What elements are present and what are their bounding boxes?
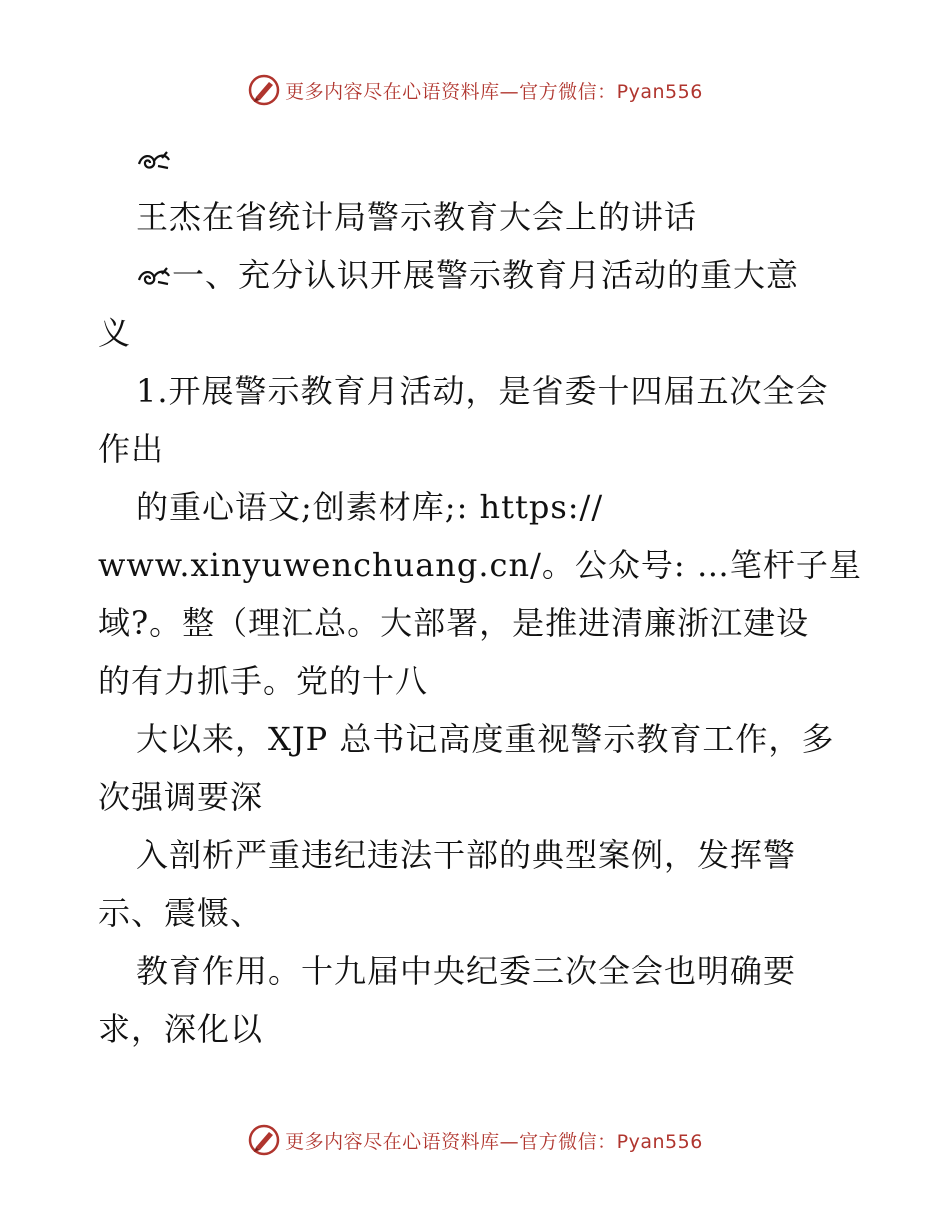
text-line: 大以来，XJP 总书记高度重视警示教育工作，多 (136, 720, 835, 758)
text-line: 域?。整（理汇总。大部署，是推进清廉浙江建设 (98, 604, 810, 642)
ornament-line (98, 130, 858, 188)
footer-banner (0, 1120, 950, 1160)
header-banner (0, 70, 950, 110)
document-body (98, 130, 862, 1058)
header-banner-text: 更多内容尽在心语资料库—官方微信：Pyan556 (285, 80, 703, 103)
section-heading: 一、充分认识开展警示教育月活动的重大意 (172, 256, 800, 294)
flourish-icon (136, 148, 172, 176)
text-line: 的有力抓手。党的十八 (98, 662, 429, 700)
pen-logo-icon (247, 1123, 281, 1157)
text-line: 求，深化以 (98, 1010, 264, 1048)
text-line: 示、震慑、 (98, 894, 264, 932)
flourish-icon (136, 264, 172, 292)
text-line: 1.开展警示教育月活动，是省委十四届五次全会 (136, 372, 829, 410)
text-line: 作出 (98, 430, 165, 468)
pen-logo-icon (247, 73, 281, 107)
document-title: 王杰在省统计局警示教育大会上的讲话 (136, 198, 698, 236)
text-line: www.xinyuwenchuang.cn/。公众号: …笔杆子星 (98, 546, 862, 584)
text-line: 入剖析严重违纪违法干部的典型案例，发挥警 (136, 836, 797, 874)
text-line: 次强调要深 (98, 778, 264, 816)
text-line: 的重心语文;创素材库;: https:// (136, 488, 604, 526)
text-line: 教育作用。十九届中央纪委三次全会也明确要 (136, 952, 797, 990)
section-heading-line (98, 246, 858, 304)
footer-banner-text: 更多内容尽在心语资料库—官方微信：Pyan556 (285, 1130, 703, 1153)
text-line: 义 (98, 314, 132, 352)
